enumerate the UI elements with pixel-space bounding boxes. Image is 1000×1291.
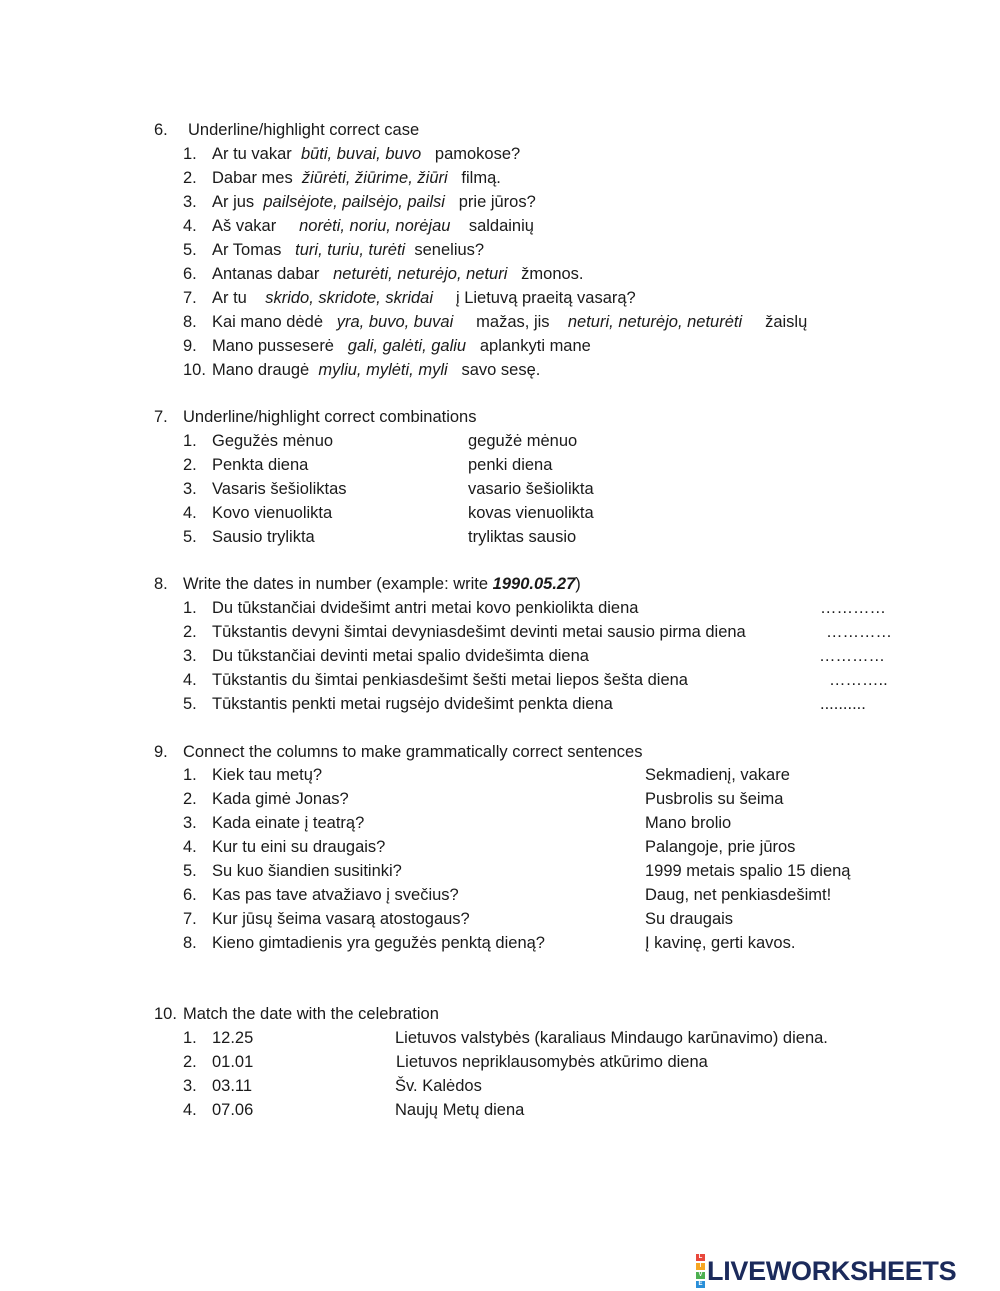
list-item-number: 7. — [183, 910, 197, 928]
answer-text[interactable]: Daug, net penkiasdešimt! — [645, 886, 832, 904]
celebration-name[interactable]: Lietuvos nepriklausomybės atkūrimo diena — [396, 1053, 708, 1071]
logo-block: E — [696, 1281, 705, 1288]
answer-blank[interactable]: .......... — [820, 695, 866, 713]
question-text[interactable]: Kur jūsų šeima vasarą atostogaus? — [212, 910, 470, 928]
list-item-number: 3. — [183, 480, 197, 498]
sentence-start: Dabar mes — [212, 169, 293, 187]
sentence-end: prie jūros? — [458, 193, 536, 211]
list-item-number: 5. — [183, 695, 197, 713]
sentence-start: Ar tu — [212, 289, 247, 307]
question-text[interactable]: Su kuo šiandien susitinki? — [212, 862, 402, 880]
list-item — [212, 144, 520, 164]
list-item-number: 8. — [183, 934, 197, 952]
list-item — [212, 240, 484, 260]
case-options[interactable]: yra, buvo, buvai — [336, 313, 454, 331]
sentence-end: pamokose? — [434, 145, 521, 163]
date-example: 1990.05.27 — [492, 575, 576, 593]
sentence-start: Mano pusseserė — [212, 337, 334, 355]
list-item-number: 5. — [183, 241, 197, 259]
logo-blocks-icon — [696, 1253, 705, 1289]
list-item-number: 1. — [183, 432, 197, 450]
answer-blank[interactable]: ………… — [826, 623, 892, 641]
logo-block: V — [696, 1272, 705, 1279]
sentence-end: žmonos. — [521, 265, 584, 283]
list-item — [212, 264, 584, 284]
section-6-title: Underline/highlight correct case — [188, 121, 420, 139]
combination-right[interactable]: penki diena — [468, 456, 553, 474]
section-6-number: 6. — [154, 121, 168, 139]
date-text: Tūkstantis du šimtai penkiasdešimt šešti metai liepos šešta diena — [212, 671, 688, 689]
sentence-end: aplankyti mane — [479, 337, 591, 355]
list-item-number: 10. — [183, 361, 206, 379]
section-7-number: 7. — [154, 408, 168, 426]
answer-text[interactable]: Į kavinę, gerti kavos. — [645, 934, 796, 952]
combination-left[interactable]: Sausio trylikta — [212, 528, 315, 546]
list-item-number: 2. — [183, 169, 197, 187]
combination-right[interactable]: tryliktas sausio — [468, 528, 577, 546]
list-item-number: 1. — [183, 1029, 197, 1047]
sentence-end: žaislų — [765, 313, 808, 331]
list-item-number: 3. — [183, 647, 197, 665]
section-10-number: 10. — [154, 1005, 177, 1023]
answer-blank[interactable]: ……….. — [829, 671, 888, 689]
combination-right[interactable]: vasario šešiolikta — [468, 480, 594, 498]
list-item-number: 7. — [183, 289, 197, 307]
sentence-end: senelius? — [414, 241, 485, 259]
sentence-end: saldainių — [468, 217, 534, 235]
case-options[interactable]: būti, buvai, buvo — [300, 145, 422, 163]
combination-left[interactable]: Vasaris šešioliktas — [212, 480, 347, 498]
answer-text[interactable]: Mano brolio — [645, 814, 732, 832]
list-item-number: 2. — [183, 623, 197, 641]
question-text[interactable]: Kas pas tave atvažiavo į svečius? — [212, 886, 459, 904]
list-item-number: 1. — [183, 766, 197, 784]
list-item-number: 8. — [183, 313, 197, 331]
sentence-start: Mano draugė — [212, 361, 310, 379]
list-item — [212, 192, 536, 212]
list-item-number: 5. — [183, 528, 197, 546]
date-text: Du tūkstančiai devinti metai spalio dvidešimta diena — [212, 647, 589, 665]
combination-left[interactable]: Penkta diena — [212, 456, 309, 474]
sentence-end: į Lietuvą praeitą vasarą? — [455, 289, 636, 307]
title-text: Write the dates in number (example: write — [183, 575, 493, 593]
case-options-2[interactable]: neturi, neturėjo, neturėti — [567, 313, 743, 331]
answer-text[interactable]: Pusbrolis su šeima — [645, 790, 784, 808]
answer-text[interactable]: Su draugais — [645, 910, 734, 928]
list-item — [212, 360, 540, 380]
combination-right[interactable]: kovas vienuolikta — [468, 504, 594, 522]
list-item-number: 3. — [183, 193, 197, 211]
list-item — [212, 312, 807, 332]
date-text: Tūkstantis devyni šimtai devyniasdešimt devinti metai sausio pirma diena — [212, 623, 746, 641]
answer-text[interactable]: 1999 metais spalio 15 dieną — [645, 862, 851, 880]
list-item-number: 4. — [183, 217, 197, 235]
list-item-number: 6. — [183, 886, 197, 904]
case-options[interactable]: skrido, skridote, skridai — [265, 289, 434, 307]
list-item-number: 1. — [183, 145, 197, 163]
date-value[interactable]: 12.25 — [212, 1029, 254, 1047]
section-9-title: Connect the columns to make grammatically correct sentences — [183, 743, 643, 761]
answer-text[interactable]: Palangoje, prie jūros — [645, 838, 796, 856]
list-item-number: 4. — [183, 838, 197, 856]
list-item-number: 4. — [183, 504, 197, 522]
question-text[interactable]: Kada einate į teatrą? — [212, 814, 365, 832]
section-7-title: Underline/highlight correct combinations — [183, 408, 477, 426]
list-item-number: 4. — [183, 671, 197, 689]
case-options[interactable]: gali, galėti, galiu — [347, 337, 467, 355]
celebration-name[interactable]: Naujų Metų diena — [395, 1101, 525, 1119]
list-item-number: 6. — [183, 265, 197, 283]
date-value[interactable]: 03.11 — [212, 1077, 253, 1095]
case-options[interactable]: turi, turiu, turėti — [295, 241, 406, 259]
sentence-middle: mažas, jis — [476, 313, 550, 331]
question-text[interactable]: Kiek tau metų? — [212, 766, 323, 784]
list-item-number: 4. — [183, 1101, 197, 1119]
question-text[interactable]: Kur tu eini su draugais? — [212, 838, 386, 856]
section-8-title — [183, 574, 581, 594]
list-item — [212, 288, 636, 308]
section-8-number: 8. — [154, 575, 168, 593]
section-10-title: Match the date with the celebration — [183, 1005, 439, 1023]
case-options[interactable]: žiūrėti, žiūrime, žiūri — [301, 169, 448, 187]
question-text[interactable]: Kieno gimtadienis yra gegužės penktą dieną? — [212, 934, 545, 952]
list-item-number: 5. — [183, 862, 197, 880]
list-item-number: 3. — [183, 1077, 197, 1095]
list-item-number: 2. — [183, 1053, 197, 1071]
title-close: ) — [575, 575, 581, 593]
combination-left[interactable]: Kovo vienuolikta — [212, 504, 333, 522]
list-item-number: 9. — [183, 337, 197, 355]
answer-blank[interactable]: ………… — [820, 599, 886, 617]
case-options[interactable]: norėti, noriu, norėjau — [299, 217, 451, 235]
sentence-start: Ar tu vakar — [212, 145, 292, 163]
logo-text: LIVEWORKSHEETS — [707, 1255, 957, 1286]
case-options[interactable]: pailsėjote, pailsėjo, pailsi — [263, 193, 445, 211]
date-text: Tūkstantis penkti metai rugsėjo dvidešimt penkta diena — [212, 695, 613, 713]
sentence-start: Ar jus — [212, 193, 255, 211]
sentence-end: savo sesę. — [461, 361, 541, 379]
answer-blank[interactable]: ………… — [819, 647, 885, 665]
list-item-number: 3. — [183, 814, 197, 832]
liveworksheets-logo[interactable] — [696, 1256, 956, 1286]
list-item-number: 2. — [183, 456, 197, 474]
celebration-name[interactable]: Lietuvos valstybės (karaliaus Mindaugo karūnavimo) diena. — [395, 1029, 828, 1047]
combination-left[interactable]: Gegužės mėnuo — [212, 432, 334, 450]
sentence-start: Aš vakar — [212, 217, 277, 235]
question-text[interactable]: Kada gimė Jonas? — [212, 790, 349, 808]
case-options[interactable]: myliu, mylėti, myli — [318, 361, 448, 379]
list-item — [212, 168, 501, 188]
sentence-end: filmą. — [461, 169, 501, 187]
date-value[interactable]: 01.01 — [212, 1053, 254, 1071]
sentence-start: Antanas dabar — [212, 265, 320, 283]
list-item-number: 1. — [183, 599, 197, 617]
logo-block: L — [696, 1254, 705, 1261]
date-value[interactable]: 07.06 — [212, 1101, 254, 1119]
list-item — [212, 216, 534, 236]
logo-block: I — [696, 1263, 705, 1270]
celebration-name[interactable]: Šv. Kalėdos — [395, 1077, 482, 1095]
case-options[interactable]: neturėti, neturėjo, neturi — [333, 265, 508, 283]
answer-text[interactable]: Sekmadienį, vakare — [645, 766, 790, 784]
list-item — [212, 336, 591, 356]
section-9-number: 9. — [154, 743, 168, 761]
sentence-start: Ar Tomas — [212, 241, 282, 259]
sentence-start: Kai mano dėdė — [212, 313, 323, 331]
list-item-number: 2. — [183, 790, 197, 808]
combination-right[interactable]: gegužė mėnuo — [468, 432, 578, 450]
date-text: Du tūkstančiai dvidešimt antri metai kovo penkiolikta diena — [212, 599, 639, 617]
